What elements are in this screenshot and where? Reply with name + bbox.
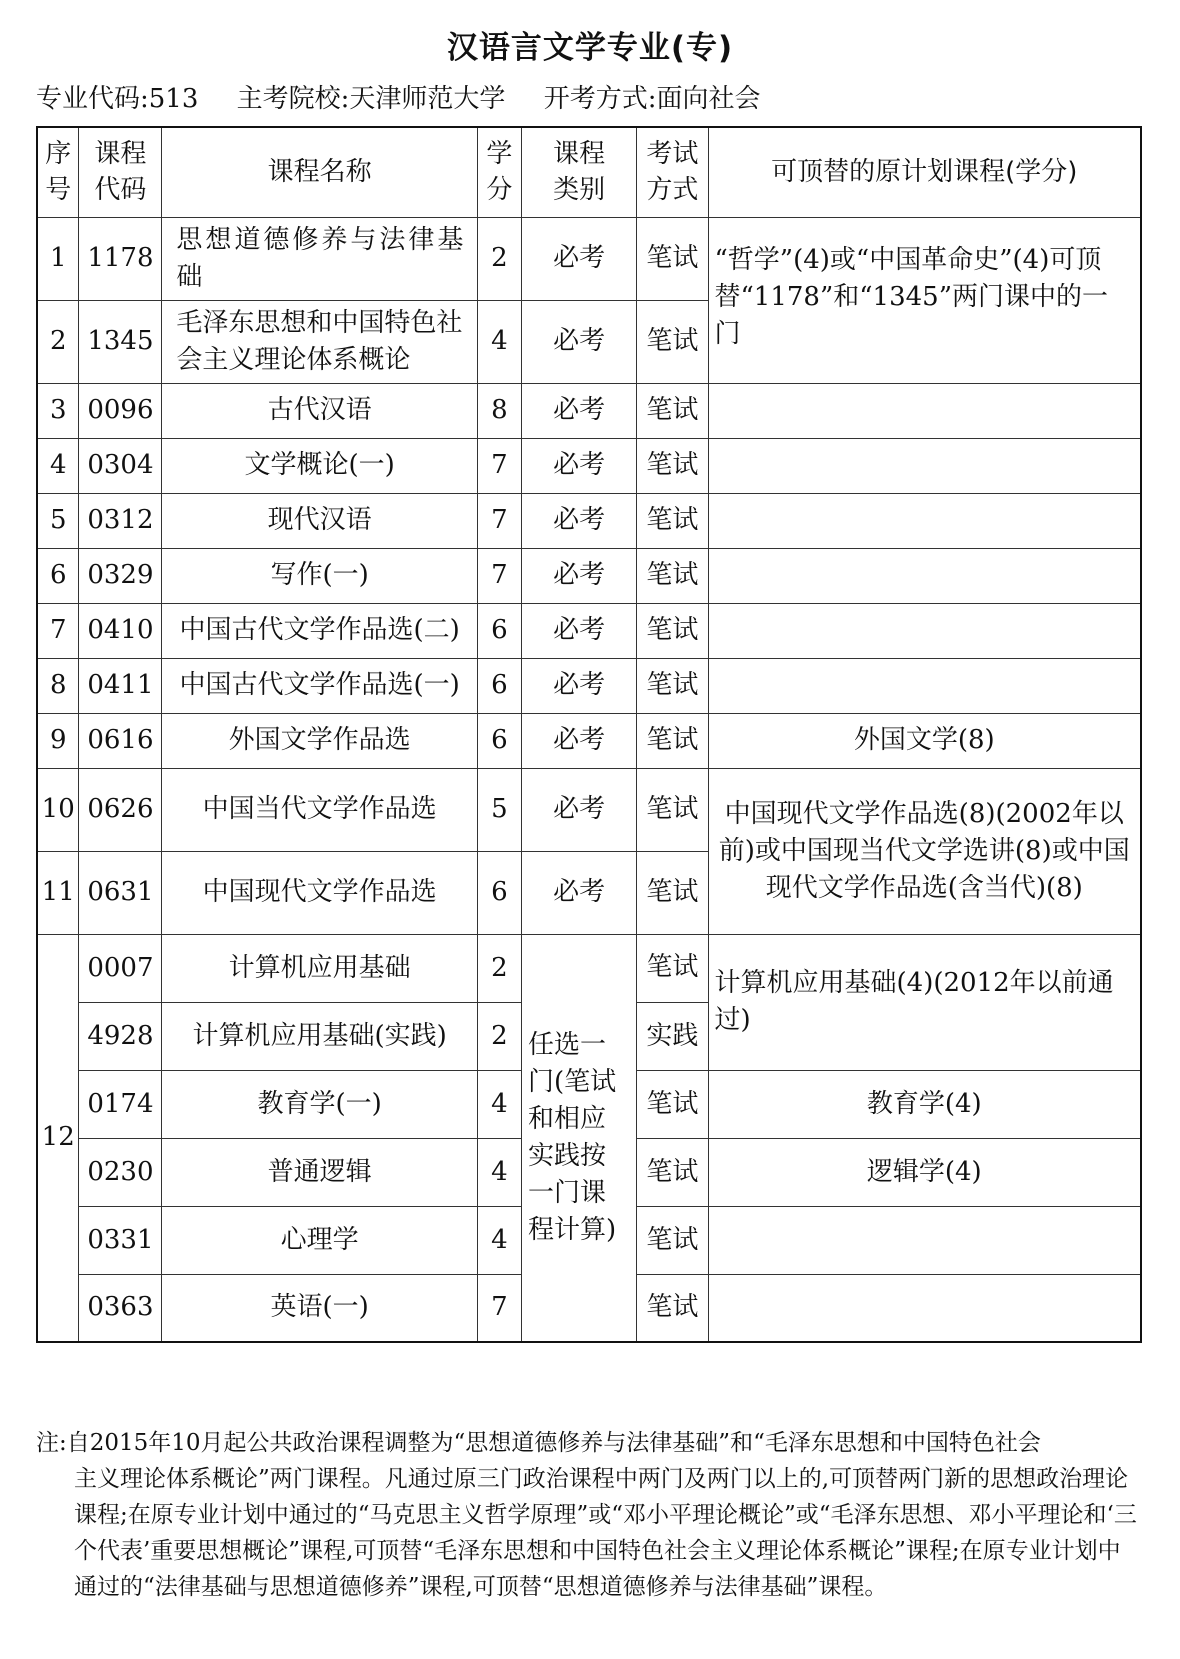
row-code: 4928 bbox=[79, 1002, 162, 1070]
header-replace: 可顶替的原计划课程(学分) bbox=[708, 127, 1141, 217]
table-row bbox=[37, 493, 1141, 548]
row-code: 0363 bbox=[79, 1274, 162, 1342]
table-row bbox=[37, 934, 1141, 1002]
row-seq: 8 bbox=[37, 658, 79, 713]
row-exam: 笔试 bbox=[637, 217, 708, 300]
row-code: 0174 bbox=[79, 1070, 162, 1138]
row-exam: 笔试 bbox=[637, 603, 708, 658]
row-type: 必考 bbox=[521, 300, 636, 383]
row-replace-empty bbox=[708, 438, 1141, 493]
row-seq: 7 bbox=[37, 603, 79, 658]
table-row bbox=[37, 713, 1141, 768]
row-name: 毛泽东思想和中国特色社会主义理论体系概论 bbox=[162, 300, 478, 383]
row-name: 中国古代文学作品选(一) bbox=[162, 658, 478, 713]
row-name: 古代汉语 bbox=[162, 383, 478, 438]
row-name: 中国现代文学作品选 bbox=[162, 851, 478, 934]
row-seq: 2 bbox=[37, 300, 79, 383]
row-name: 中国当代文学作品选 bbox=[162, 768, 478, 851]
row-exam: 笔试 bbox=[637, 383, 708, 438]
header-name: 课程名称 bbox=[162, 127, 478, 217]
row-code: 0230 bbox=[79, 1138, 162, 1206]
row-name: 心理学 bbox=[162, 1206, 478, 1274]
table-row bbox=[37, 603, 1141, 658]
row-type: 必考 bbox=[521, 713, 636, 768]
table-row bbox=[37, 383, 1141, 438]
exam-school: 主考院校:天津师范大学 bbox=[236, 84, 506, 114]
row-code: 0007 bbox=[79, 934, 162, 1002]
major-code: 专业代码:513 bbox=[36, 84, 199, 114]
row-credit: 2 bbox=[477, 1002, 521, 1070]
header-type: 课程类别 bbox=[521, 127, 636, 217]
row-type: 必考 bbox=[521, 658, 636, 713]
row-credit: 5 bbox=[477, 768, 521, 851]
row-credit: 7 bbox=[477, 438, 521, 493]
row-exam: 笔试 bbox=[637, 713, 708, 768]
row-code: 0631 bbox=[79, 851, 162, 934]
row-seq: 10 bbox=[37, 768, 79, 851]
row-code: 0626 bbox=[79, 768, 162, 851]
row-exam: 笔试 bbox=[637, 768, 708, 851]
row-exam: 笔试 bbox=[637, 1070, 708, 1138]
row-name: 外国文学作品选 bbox=[162, 713, 478, 768]
row-type: 必考 bbox=[521, 383, 636, 438]
page-title: 汉语言文学专业(专) bbox=[446, 30, 734, 66]
header-seq: 序号 bbox=[37, 127, 79, 217]
row-code: 0410 bbox=[79, 603, 162, 658]
footnote-body: 主义理论体系概论”两门课程。凡通过原三门政治课程中两门及两门以上的,可顶替两门新的思想政治理论课程;在原专业计划中通过的“马克思主义哲学原理”或“邓小平理论概论”或“毛泽东思想、邓小平理论和‘三个代表’重要思想概论”课程,可顶替“毛泽东思想和中国特色社会主义理论体系概论”课程;在原专业计划中通过的“法律基础与思想道德修养”课程,可顶替“思想道德修养与法律基础”课程。 bbox=[74, 1466, 1137, 1600]
row-code: 0329 bbox=[79, 548, 162, 603]
row-exam: 笔试 bbox=[637, 1206, 708, 1274]
row-exam: 笔试 bbox=[637, 934, 708, 1002]
row-exam: 笔试 bbox=[637, 1274, 708, 1342]
row-name: 教育学(一) bbox=[162, 1070, 478, 1138]
row-code: 0331 bbox=[79, 1206, 162, 1274]
row-credit: 6 bbox=[477, 851, 521, 934]
row-replace: 中国现代文学作品选(8)(2002年以前)或中国现当代文学选讲(8)或中国现代文学作品选(含当代)(8) bbox=[708, 768, 1141, 934]
table-row bbox=[37, 768, 1141, 851]
row-exam: 实践 bbox=[637, 1002, 708, 1070]
row-code: 0304 bbox=[79, 438, 162, 493]
row-credit: 2 bbox=[477, 217, 521, 300]
row-credit: 4 bbox=[477, 1138, 521, 1206]
row-type: 必考 bbox=[521, 217, 636, 300]
row-seq: 11 bbox=[37, 851, 79, 934]
row-replace-empty bbox=[708, 493, 1141, 548]
group-seq: 12 bbox=[37, 934, 79, 1342]
row-code: 0312 bbox=[79, 493, 162, 548]
row-exam: 笔试 bbox=[637, 548, 708, 603]
row-credit: 2 bbox=[477, 934, 521, 1002]
row-credit: 6 bbox=[477, 713, 521, 768]
row-credit: 8 bbox=[477, 383, 521, 438]
row-replace: 外国文学(8) bbox=[708, 713, 1141, 768]
row-replace-empty bbox=[708, 548, 1141, 603]
footnote bbox=[36, 1425, 1142, 1605]
row-code: 0616 bbox=[79, 713, 162, 768]
row-credit: 7 bbox=[477, 548, 521, 603]
header-exam: 考试方式 bbox=[637, 127, 708, 217]
row-credit: 7 bbox=[477, 493, 521, 548]
table-row bbox=[37, 217, 1141, 300]
row-seq: 3 bbox=[37, 383, 79, 438]
row-replace-empty bbox=[708, 603, 1141, 658]
row-type: 必考 bbox=[521, 548, 636, 603]
row-name: 英语(一) bbox=[162, 1274, 478, 1342]
group-type: 任选一门(笔试和相应实践按一门课程计算) bbox=[521, 934, 636, 1342]
table-header-row bbox=[37, 127, 1141, 217]
row-name: 文学概论(一) bbox=[162, 438, 478, 493]
row-exam: 笔试 bbox=[637, 851, 708, 934]
table-row bbox=[37, 438, 1141, 493]
row-replace-empty bbox=[708, 383, 1141, 438]
row-exam: 笔试 bbox=[637, 300, 708, 383]
row-replace: 计算机应用基础(4)(2012年以前通过) bbox=[708, 934, 1141, 1070]
row-name: 思想道德修养与法律基础 bbox=[162, 217, 478, 300]
row-credit: 7 bbox=[477, 1274, 521, 1342]
row-code: 1178 bbox=[79, 217, 162, 300]
major-info bbox=[36, 78, 790, 115]
row-name: 中国古代文学作品选(二) bbox=[162, 603, 478, 658]
row-code: 0096 bbox=[79, 383, 162, 438]
footnote-first-line: 注:自2015年10月起公共政治课程调整为“思想道德修养与法律基础”和“毛泽东思想和中国特色社会 bbox=[36, 1430, 1041, 1456]
row-seq: 6 bbox=[37, 548, 79, 603]
row-credit: 6 bbox=[477, 658, 521, 713]
row-type: 必考 bbox=[521, 438, 636, 493]
row-exam: 笔试 bbox=[637, 493, 708, 548]
row-type: 必考 bbox=[521, 493, 636, 548]
row-code: 0411 bbox=[79, 658, 162, 713]
row-seq: 1 bbox=[37, 217, 79, 300]
row-replace-empty bbox=[708, 658, 1141, 713]
row-replace: “哲学”(4)或“中国革命史”(4)可顶替“1178”和“1345”两门课中的一门 bbox=[708, 217, 1141, 383]
row-type: 必考 bbox=[521, 851, 636, 934]
exam-mode: 开考方式:面向社会 bbox=[543, 84, 761, 114]
row-code: 1345 bbox=[79, 300, 162, 383]
row-exam: 笔试 bbox=[637, 658, 708, 713]
row-seq: 9 bbox=[37, 713, 79, 768]
row-name: 计算机应用基础 bbox=[162, 934, 478, 1002]
row-seq: 5 bbox=[37, 493, 79, 548]
row-name: 计算机应用基础(实践) bbox=[162, 1002, 478, 1070]
table-row bbox=[37, 658, 1141, 713]
header-code: 课程代码 bbox=[79, 127, 162, 217]
row-name: 普通逻辑 bbox=[162, 1138, 478, 1206]
row-credit: 4 bbox=[477, 300, 521, 383]
row-type: 必考 bbox=[521, 768, 636, 851]
row-credit: 4 bbox=[477, 1206, 521, 1274]
row-type: 必考 bbox=[521, 603, 636, 658]
header-credit: 学分 bbox=[477, 127, 521, 217]
row-replace: 逻辑学(4) bbox=[708, 1138, 1141, 1206]
row-name: 写作(一) bbox=[162, 548, 478, 603]
row-name: 现代汉语 bbox=[162, 493, 478, 548]
row-replace-empty bbox=[708, 1206, 1141, 1274]
row-replace: 教育学(4) bbox=[708, 1070, 1141, 1138]
row-credit: 4 bbox=[477, 1070, 521, 1138]
table-row bbox=[37, 548, 1141, 603]
row-seq: 4 bbox=[37, 438, 79, 493]
course-table bbox=[36, 126, 1142, 1343]
row-replace-empty bbox=[708, 1274, 1141, 1342]
row-exam: 笔试 bbox=[637, 1138, 708, 1206]
row-exam: 笔试 bbox=[637, 438, 708, 493]
row-credit: 6 bbox=[477, 603, 521, 658]
